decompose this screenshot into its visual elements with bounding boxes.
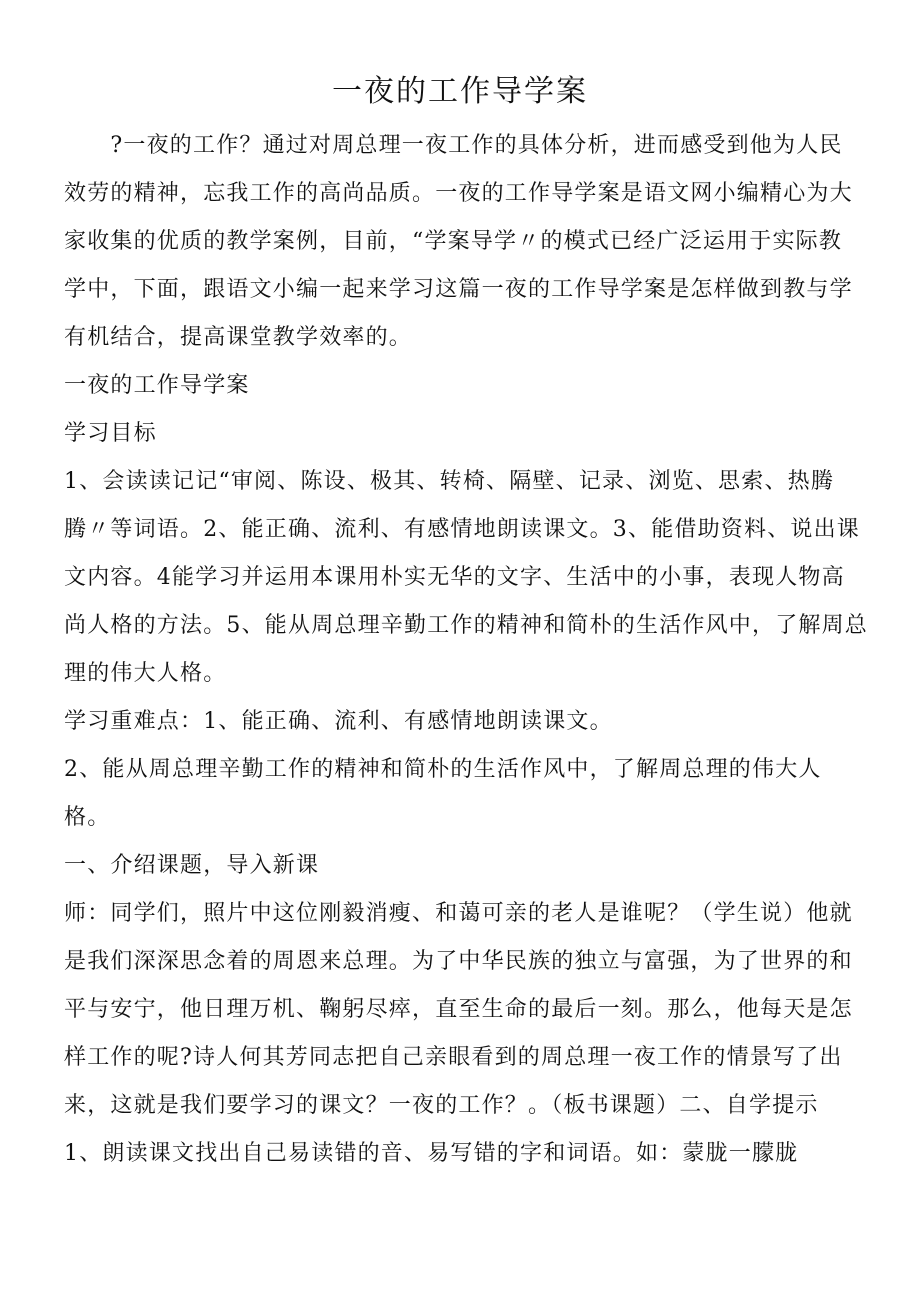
- key-points-line: 格。: [64, 805, 111, 830]
- intro-line: 有机结合，提高课堂教学效率的。: [64, 325, 413, 350]
- section1-line: 样工作的呢?诗人何其芳同志把自己亲眼看到的周总理一夜工作的情景写了出: [64, 1045, 843, 1070]
- subtitle: 一夜的工作导学案: [64, 373, 250, 398]
- goals-line: 理的伟大人格。: [64, 661, 227, 686]
- intro-line: 效劳的精神，忘我工作的高尚品质。一夜的工作导学案是语文网小编精心为大: [64, 181, 853, 206]
- key-points-line: 2、能从周总理辛勤工作的精神和简朴的生活作风中，了解周总理的伟大人: [64, 757, 822, 782]
- goals-line: 1、会读读记记“审阅、陈设、极其、转椅、隔壁、记录、浏览、思索、热腾: [64, 469, 835, 494]
- section1-line: 来，这就是我们要学习的课文？一夜的工作？。（板书课题）二、自学提示: [64, 1093, 819, 1118]
- section1-line: 是我们深深思念着的周恩来总理。为了中华民族的独立与富强，为了世界的和: [64, 949, 853, 974]
- intro-paragraph: [64, 122, 868, 1178]
- intro-line: ?一夜的工作？通过对周总理一夜工作的具体分析，进而感受到他为人民: [64, 133, 843, 158]
- section1-line: 平与安宁，他日理万机、鞠躬尽瘁，直至生命的最后一刻。那么，他每天是怎: [64, 997, 853, 1022]
- key-points-line: 学习重难点：1、能正确、流利、有感情地朗读课文。: [64, 709, 613, 734]
- goals-line: 尚人格的方法。5、能从周总理辛勤工作的精神和简朴的生活作风中，了解周总: [64, 613, 868, 638]
- goals-heading: 学习目标: [64, 421, 157, 446]
- section1-line: 师：同学们，照片中这位刚毅消瘦、和蔼可亲的老人是谁呢？（学生说）他就: [64, 901, 853, 926]
- intro-line: 家收集的优质的教学案例，目前，“学案导学〃的模式已经广泛运用于实际教: [64, 229, 843, 254]
- goals-line: 腾〃等词语。2、能正确、流利、有感情地朗读课文。3、能借助资料、说出课: [64, 517, 860, 542]
- section1-line: 1、朗读课文找出自己易读错的音、易写错的字和词语。如：蒙胧一朦胧: [64, 1141, 799, 1166]
- intro-line: 学中，下面，跟语文小编一起来学习这篇一夜的工作导学案是怎样做到教与学: [64, 277, 853, 302]
- section1-heading: 一、介绍课题，导入新课: [64, 853, 320, 878]
- goals-line: 文内容。4能学习并运用本课用朴实无华的文字、生活中的小事，表现人物高: [64, 565, 845, 590]
- document-title: 一夜的工作导学案: [332, 74, 588, 109]
